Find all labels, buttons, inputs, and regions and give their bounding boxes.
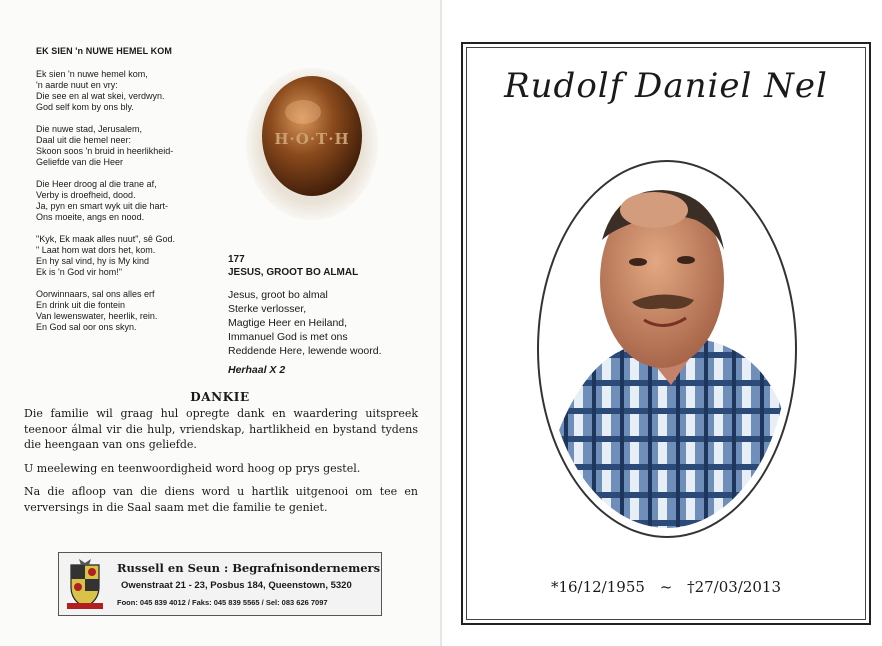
hymn-line: Reddende Here, lewende woord. [228,345,382,357]
hymn-repeat: Herhaal X 2 [228,364,286,376]
poem-line: Daal uit die hemel neer: [36,135,132,145]
poem-line: Geliefde van die Heer [36,157,124,167]
poem-line: 'n aarde nuut en vry: [36,80,118,90]
poem-line: Verby is droefheid, dood. [36,190,136,200]
poem-line: " Laat hom wat dors het, kom. [36,245,156,255]
birth-date: *16/12/1955 [550,578,645,596]
bronze-emblem [243,62,381,222]
hymn-number: 177 [228,254,245,265]
poem-line: Ek sien 'n nuwe hemel kom, [36,69,148,79]
poem-stanza [36,179,236,223]
hymn-line: Jesus, groot bo almal [228,289,328,301]
hymn-line: Immanuel God is met ons [228,331,348,343]
poem [36,69,236,344]
poem-stanza [36,69,236,113]
poem-line: Ja, pyn en smart wyk uit die hart- [36,201,169,211]
emblem-text: H·O·T·H [274,130,350,148]
hymn-line: Sterke verlosser, [228,303,307,315]
funeral-home-name: Russell en Seun : Begrafnisondernemers [117,561,381,575]
poem-stanza [36,234,236,278]
thanks-paragraph: U meelewing en teenwoordigheid word hoog op prys gestel. [24,461,361,475]
poem-line: En drink uit die fontein [36,300,126,310]
poem-line: God self kom by ons bly. [36,102,134,112]
funeral-home-address: Owenstraat 21 - 23, Posbus 184, Queenstown, 5320 [121,580,352,591]
hymn [228,253,382,376]
poem-stanza [36,124,236,168]
poem-line: Van lewenswater, heerlik, rein. [36,311,158,321]
poem-title: EK SIEN 'n NUWE HEMEL KOM [36,46,172,56]
poem-line: Die see en al wat skei, verdwyn. [36,91,165,101]
poem-line: "Kyk, Ek maak alles nuut", sê God. [36,234,175,244]
thanks-text [24,406,418,523]
deceased-name: Rudolf Daniel Nel [504,66,828,106]
memorial-dates [466,578,866,596]
poem-line: En hy sal vind, hy is My kind [36,256,150,266]
poem-line: Die Heer droog al die trane af, [36,179,157,189]
poem-line: Ons moeite, angs en nood. [36,212,145,222]
funeral-home-box [58,552,382,616]
date-separator: ~ [659,578,673,596]
poem-line: En God sal oor ons skyn. [36,322,137,332]
hymn-title: JESUS, GROOT BO ALMAL [228,267,359,278]
poem-stanza [36,289,236,333]
poem-line: Skoon soos 'n bruid in heerlikheid- [36,146,174,156]
poem-line: Ek is 'n God vir hom!" [36,267,122,277]
poem-line: Oorwinnaars, sal ons alles erf [36,289,155,299]
portrait-photo [546,170,788,528]
coat-of-arms-icon [65,557,105,611]
poem-line: Die nuwe stad, Jerusalem, [36,124,143,134]
thanks-paragraph: Die familie wil graag hul opregte dank en waardering uitspreek teenoor álmal vir die hulp, vriendskap, hartlikheid en bystand tydens die heengaan van ons geliefde. [24,407,418,451]
death-date: †27/03/2013 [687,578,782,596]
funeral-home-contact: Foon: 045 839 4012 / Faks: 045 839 5565 / Sel: 083 626 7097 [117,598,328,607]
thanks-title: DANKIE [190,390,250,404]
thanks-paragraph: Na die afloop van die diens word u hartlik uitgenooi om tee en verversings in die Saal saam met die familie te geniet. [24,485,418,514]
hymn-line: Magtige Heer en Heiland, [228,317,348,329]
